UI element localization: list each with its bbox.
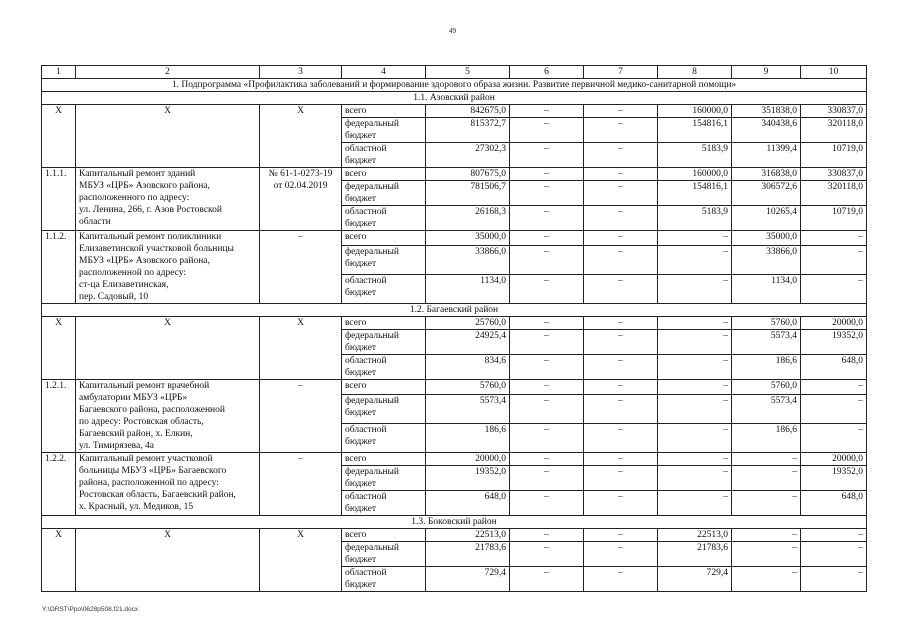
amount-cell: – [510,181,584,206]
fund-source-regional [342,491,426,516]
fund-source-regional-line: областной [345,425,387,436]
program-title-row [42,79,867,92]
amount-cell: 648,0 [801,491,867,516]
amount-cell: 834,6 [426,355,510,380]
amount-cell: 781506,7 [426,181,510,206]
item-document-line: от 02.04.2019 [273,181,328,191]
section-title: 1.2. Багаевский район [42,304,867,317]
amount-cell: – [658,275,732,304]
amount-cell: – [510,542,584,567]
amount-cell: 35000,0 [426,231,510,246]
amount-cell: 5183,9 [658,206,732,231]
amount-cell: 186,6 [426,424,510,453]
amount-cell: 5760,0 [732,317,801,330]
amount-cell: – [732,466,801,491]
amount-cell: 10265,4 [732,206,801,231]
item-name-line: МБУЗ «ЦРБ» Азовского района, [79,256,210,266]
table-body [42,66,867,592]
fund-source-federal [342,395,426,424]
amount-cell: – [510,529,584,542]
page-number: 49 [449,27,456,35]
table-row [42,529,867,542]
amount-cell: – [658,330,732,355]
fund-source-total: всего [342,453,426,466]
summary-col1: Х [42,317,76,380]
amount-cell: 842675,0 [426,105,510,118]
amount-cell: 20000,0 [426,453,510,466]
amount-cell: – [510,395,584,424]
fund-source-federal-line: федеральный [345,331,399,341]
table-row [42,380,867,395]
amount-cell: – [658,453,732,466]
amount-cell: 20000,0 [801,453,867,466]
item-name-line: расположенной по адресу: [79,268,186,278]
amount-cell: 5760,0 [426,380,510,395]
item-name-line: расположенного по адресу: [79,193,190,203]
amount-cell: – [801,231,867,246]
item-name [76,380,260,453]
amount-cell: – [801,542,867,567]
amount-cell: 20000,0 [801,317,867,330]
amount-cell: 19352,0 [801,466,867,491]
amount-cell: 10719,0 [801,143,867,168]
amount-cell: – [732,542,801,567]
item-name [76,168,260,231]
fund-source-federal-line: федеральный [345,396,399,407]
amount-cell: – [510,567,584,592]
amount-cell: 33866,0 [426,246,510,275]
item-number: 1.2.2. [42,453,76,516]
item-document [260,380,342,453]
fund-source-federal-line: федеральный [345,182,399,192]
amount-cell: – [510,453,584,466]
amount-cell: – [658,395,732,424]
amount-cell: 22513,0 [426,529,510,542]
fund-source-federal-line: федеральный [345,247,399,258]
program-title: 1. Подпрограмма «Профилактика заболеваний и формирование здорового образа жизни. Развитие первичной медико-санитарной помощи» [42,79,867,92]
amount-cell: – [801,567,867,592]
item-name-line: Капитальный ремонт зданий [79,169,196,179]
item-name [76,231,260,304]
item-document [260,231,342,304]
item-name-line: Ростовская область, Багаевский район, [79,490,236,500]
fund-source-federal-line: бюджет [345,408,377,419]
amount-cell: – [584,567,658,592]
item-document-line: – [298,381,303,391]
fund-source-regional-line: бюджет [345,437,377,448]
amount-cell: – [510,424,584,453]
item-document-line: – [298,454,303,464]
item-name-line: ст-ца Елизаветинская, [79,280,169,290]
item-number: 1.1.2. [42,231,76,304]
item-name-line: Капитальный ремонт поликлиники [79,232,222,242]
amount-cell: – [510,275,584,304]
col-header-8: 8 [658,66,732,79]
amount-cell: 10719,0 [801,206,867,231]
amount-cell: – [732,491,801,516]
amount-cell: – [584,466,658,491]
summary-col2: Х [76,317,260,380]
amount-cell: 320118,0 [801,181,867,206]
col-header-6: 6 [510,66,584,79]
amount-cell: – [510,231,584,246]
amount-cell: – [732,453,801,466]
amount-cell: – [510,466,584,491]
col-header-7: 7 [584,66,658,79]
amount-cell: – [584,355,658,380]
amount-cell: 648,0 [801,355,867,380]
amount-cell: – [658,231,732,246]
amount-cell: 22513,0 [658,529,732,542]
amount-cell: 19352,0 [426,466,510,491]
fund-source-federal-line: бюджет [345,131,377,141]
amount-cell: 33866,0 [732,246,801,275]
item-number: 1.2.1. [42,380,76,453]
fund-source-regional [342,143,426,168]
fund-source-regional-line: областной [345,568,387,578]
amount-cell: – [584,206,658,231]
amount-cell: 186,6 [732,424,801,453]
amount-cell: – [801,424,867,453]
amount-cell: 5760,0 [732,380,801,395]
fund-source-regional [342,275,426,304]
amount-cell: – [658,317,732,330]
item-name [76,453,260,516]
amount-cell: – [584,181,658,206]
item-document [260,168,342,231]
amount-cell: – [510,168,584,181]
fund-source-total: всего [342,105,426,118]
amount-cell: 5573,4 [732,395,801,424]
amount-cell: 24925,4 [426,330,510,355]
amount-cell: – [658,246,732,275]
fund-source-regional-line: бюджет [345,288,377,299]
amount-cell: 19352,0 [801,330,867,355]
fund-source-total: всего [342,168,426,181]
item-number: 1.1.1. [42,168,76,231]
fund-source-federal-line: бюджет [345,555,377,565]
amount-cell: – [584,542,658,567]
section-title-row [42,516,867,529]
amount-cell: 154816,1 [658,181,732,206]
fund-source-regional-line: бюджет [345,504,377,514]
column-number-row [42,66,867,79]
amount-cell: – [510,491,584,516]
amount-cell: 160000,0 [658,168,732,181]
amount-cell: – [658,380,732,395]
item-document-line: № 61-1-0273-19 [268,169,333,179]
col-header-3: 3 [260,66,342,79]
amount-cell: 648,0 [426,491,510,516]
col-header-9: 9 [732,66,801,79]
amount-cell: – [658,355,732,380]
amount-cell: – [510,330,584,355]
item-name-line: Капитальный ремонт врачебной [79,381,210,391]
item-name-line: Елизаветинской участковой больницы [79,244,234,254]
amount-cell: – [801,380,867,395]
summary-col1: Х [42,529,76,592]
col-header-4: 4 [342,66,426,79]
amount-cell: 729,4 [658,567,732,592]
col-header-2: 2 [76,66,260,79]
fund-source-regional-line: областной [345,207,387,217]
col-header-1: 1 [42,66,76,79]
amount-cell: – [584,380,658,395]
section-title-row [42,304,867,317]
fund-source-federal [342,181,426,206]
amount-cell: – [584,529,658,542]
file-path-footer: Y:\ORST\Ppo\0628p508.f21.docx [42,606,139,613]
section-title: 1.1. Азовский район [42,92,867,105]
summary-col3: Х [260,317,342,380]
fund-source-federal-line: бюджет [345,194,377,204]
amount-cell: – [801,529,867,542]
summary-col1: Х [42,105,76,168]
item-name-line: х. Красный, ул. Медиков, 15 [79,502,194,512]
summary-col3: Х [260,529,342,592]
amount-cell: – [584,330,658,355]
section-title: 1.3. Боковский район [42,516,867,529]
fund-source-federal [342,118,426,143]
summary-col3: Х [260,105,342,168]
fund-source-federal-line: федеральный [345,119,399,129]
table-row [42,168,867,181]
amount-cell: 807675,0 [426,168,510,181]
amount-cell: 21783,6 [426,542,510,567]
amount-cell: – [510,246,584,275]
summary-col2: Х [76,529,260,592]
col-header-10: 10 [801,66,867,79]
amount-cell: – [584,143,658,168]
fund-source-federal-line: бюджет [345,259,377,270]
amount-cell: – [801,275,867,304]
item-name-line: ул. Ленина, 266, г. Азов Ростовской [79,205,223,215]
amount-cell: 320118,0 [801,118,867,143]
amount-cell: – [584,275,658,304]
fund-source-regional [342,206,426,231]
amount-cell: 306572,6 [732,181,801,206]
amount-cell: 154816,1 [658,118,732,143]
amount-cell: 26168,3 [426,206,510,231]
amount-cell: – [584,231,658,246]
fund-source-regional-line: областной [345,144,387,154]
section-title-row [42,92,867,105]
amount-cell: 160000,0 [658,105,732,118]
amount-cell: – [584,453,658,466]
budget-table [41,65,867,592]
amount-cell: – [658,491,732,516]
amount-cell: 35000,0 [732,231,801,246]
amount-cell: – [584,395,658,424]
amount-cell: – [510,317,584,330]
amount-cell: 340438,6 [732,118,801,143]
amount-cell: 5573,4 [732,330,801,355]
fund-source-total: всего [342,231,426,246]
amount-cell: 11399,4 [732,143,801,168]
amount-cell: – [732,567,801,592]
amount-cell: 5183,9 [658,143,732,168]
item-name-line: ул. Тимирязева, 4а [79,441,154,451]
amount-cell: – [801,395,867,424]
item-name-line: по адресу: Ростовская область, [79,417,204,427]
item-name-line: пер. Садовый, 10 [79,292,149,302]
fund-source-regional-line: областной [345,276,387,287]
amount-cell: 351838,0 [732,105,801,118]
fund-source-regional [342,355,426,380]
amount-cell: 729,4 [426,567,510,592]
amount-cell: – [510,118,584,143]
fund-source-regional-line: бюджет [345,219,377,229]
amount-cell: – [584,118,658,143]
fund-source-regional-line: бюджет [345,580,377,590]
fund-source-federal-line: бюджет [345,343,377,353]
item-name-line: района, расположенной по адресу: [79,478,219,488]
fund-source-federal-line: бюджет [345,479,377,489]
amount-cell: 1134,0 [732,275,801,304]
fund-source-regional [342,567,426,592]
amount-cell: – [510,380,584,395]
amount-cell: 27302,3 [426,143,510,168]
amount-cell: – [584,424,658,453]
col-header-5: 5 [426,66,510,79]
amount-cell: 5573,4 [426,395,510,424]
amount-cell: 330837,0 [801,105,867,118]
amount-cell: – [510,105,584,118]
table-row [42,231,867,246]
fund-source-regional-line: бюджет [345,368,377,378]
amount-cell: 316838,0 [732,168,801,181]
fund-source-federal [342,542,426,567]
table-row [42,105,867,118]
summary-col2: Х [76,105,260,168]
item-document-line: – [298,232,303,242]
amount-cell: 186,6 [732,355,801,380]
amount-cell: – [732,529,801,542]
amount-cell: – [584,317,658,330]
fund-source-federal-line: федеральный [345,543,399,553]
item-document [260,453,342,516]
amount-cell: – [584,105,658,118]
amount-cell: 330837,0 [801,168,867,181]
item-name-line: Багаевский район, х. Елкин, [79,429,193,439]
item-name-line: области [79,217,111,227]
amount-cell: – [584,168,658,181]
amount-cell: 1134,0 [426,275,510,304]
fund-source-regional-line: областной [345,356,387,366]
fund-source-federal-line: федеральный [345,467,399,477]
item-name-line: МБУЗ «ЦРБ» Азовского района, [79,181,210,191]
amount-cell: – [658,424,732,453]
fund-source-regional [342,424,426,453]
amount-cell: – [584,246,658,275]
amount-cell: – [510,143,584,168]
fund-source-federal [342,330,426,355]
amount-cell: 25760,0 [426,317,510,330]
amount-cell: – [801,246,867,275]
fund-source-regional-line: бюджет [345,156,377,166]
fund-source-regional-line: областной [345,492,387,502]
item-name-line: больницы МБУЗ «ЦРБ» Багаевского [79,466,227,476]
item-name-line: амбулатории МБУЗ «ЦРБ» [79,393,188,403]
fund-source-federal [342,246,426,275]
fund-source-total: всего [342,529,426,542]
amount-cell: 21783,6 [658,542,732,567]
table-row [42,317,867,330]
item-name-line: Багаевского района, расположенной [79,405,225,415]
amount-cell: – [658,466,732,491]
fund-source-total: всего [342,380,426,395]
amount-cell: – [584,491,658,516]
amount-cell: 815372,7 [426,118,510,143]
item-name-line: Капитальный ремонт участковой [79,454,213,464]
table-row [42,453,867,466]
fund-source-total: всего [342,317,426,330]
fund-source-federal [342,466,426,491]
amount-cell: – [510,355,584,380]
amount-cell: – [510,206,584,231]
